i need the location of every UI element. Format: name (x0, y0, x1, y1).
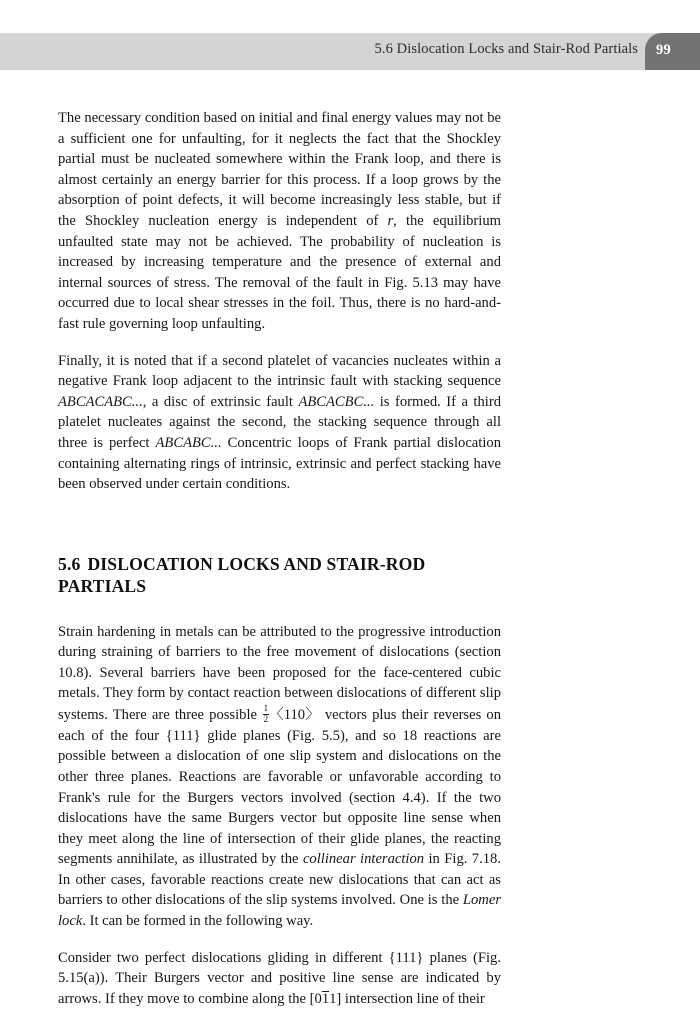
paragraph-4-text-a: Consider two perfect dislocations gliding in different {111} planes (Fig. 5.15(a)). Their Burgers vector and positive line sense are indicated by arrows. If they move to combine along the [0 (58, 949, 501, 1007)
italic-stacking-sequence-intrinsic: ABCACABC... (58, 393, 143, 410)
italic-stacking-sequence-extrinsic: ABCACBC... (298, 393, 375, 410)
heading-top-spacer (58, 511, 501, 553)
section-title: DISLOCATION LOCKS AND STAIR-ROD PARTIALS (58, 553, 426, 597)
italic-collinear-interaction: collinear interaction (302, 851, 425, 868)
paragraph-2-text-b: , a disc of extrinsic fault (142, 393, 299, 410)
heading-bottom-spacer (58, 598, 501, 622)
paragraph-1-text-b: , the equilibrium unfaulted state may not be achieved. The probability of nucleation is increased by increasing temperature and the presence of external and internal sources of stress. The removal of the fault in Fig. 5.13 may have occurred due to local shear stresses in the foil. Thus, there is no hard-and-fast rule governing loop unfaulting. (58, 212, 501, 332)
one-half-fraction (263, 704, 269, 725)
paragraph-3-text-b: vectors plus their reverses on each of the four {111} glide planes (Fig. 5.5), and so 18 reactions are possible between a dislocation of one slip system and dislocations on the other three planes. Reactions are favorable or unfavorable according to Frank's rule for the Burgers vectors involved (section 4.4). If the two dislocations have the same Burgers vector but opposite line sense when they meet along the line of intersection of their glide planes, the reacting segments annihilate, as illustrated by the (58, 707, 501, 868)
paragraph-2-text-c: is formed. If a third platelet nucleates against the second, the stacking sequence through all three is perfect (58, 393, 501, 451)
miller-index-overbar: 1 (321, 990, 330, 1007)
italic-stacking-sequence-perfect: ABCABC... (155, 434, 222, 451)
fraction-denominator: 2 (263, 713, 269, 724)
running-header-title: 5.6 Dislocation Locks and Stair-Rod Partials (374, 41, 638, 57)
page-number-box (645, 33, 700, 70)
burgers-vector-notation: 〈110〉 (269, 707, 320, 724)
paragraph-extrinsic-fault (58, 351, 501, 495)
page-number: 99 (656, 42, 671, 58)
paragraph-1-text-a: The necessary condition based on initial and final energy values may not be a sufficient one for unfaulting, for it neglects the fact that the Shockley partial must be nucleated somewhere within the Frank loop, and there is almost certainly an energy barrier for this process. If a loop grows by the absorption of point defects, it will become increasingly less stable, but if the Shockley nucleation energy is independent of (58, 110, 501, 229)
fraction-numerator: 1 (263, 703, 269, 714)
paragraph-4-text-b: 1] intersection line of their (329, 990, 485, 1007)
paragraph-2-text-a: Finally, it is noted that if a second platelet of vacancies nucleates within a negative Frank loop adjacent to the intrinsic fault with stacking sequence (58, 352, 501, 390)
paragraph-lomer-construction (58, 948, 501, 1009)
page-content (58, 108, 501, 1009)
paragraph-unfaulting-condition (58, 108, 501, 335)
section-number: 5.6 (58, 553, 81, 574)
paragraph-3-text-d: . It can be formed in the following way. (82, 913, 314, 930)
paragraph-2-text-d: Concentric loops of Frank partial dislocation containing alternating rings of intrinsic, extrinsic and perfect stacking have been observed under certain conditions. (58, 434, 501, 493)
section-heading (58, 553, 458, 598)
paragraph-strain-hardening (58, 622, 501, 932)
paragraph-3-text-c: in Fig. 7.18. In other cases, favorable reactions create new dislocations that can act as barriers to other dislocations of the slip systems involved. One is the (58, 851, 501, 909)
italic-radius-symbol: r (387, 212, 394, 229)
paragraph-3-text-a: Strain hardening in metals can be attributed to the progressive introduction during straining of barriers to the free movement of dislocations (section 10.8). Several barriers have been proposed for the face-centered cubic metals. They form by contact reaction between dislocations of different slip systems. There are three possible (58, 623, 501, 724)
italic-lomer-lock: Lomer lock (58, 892, 501, 930)
